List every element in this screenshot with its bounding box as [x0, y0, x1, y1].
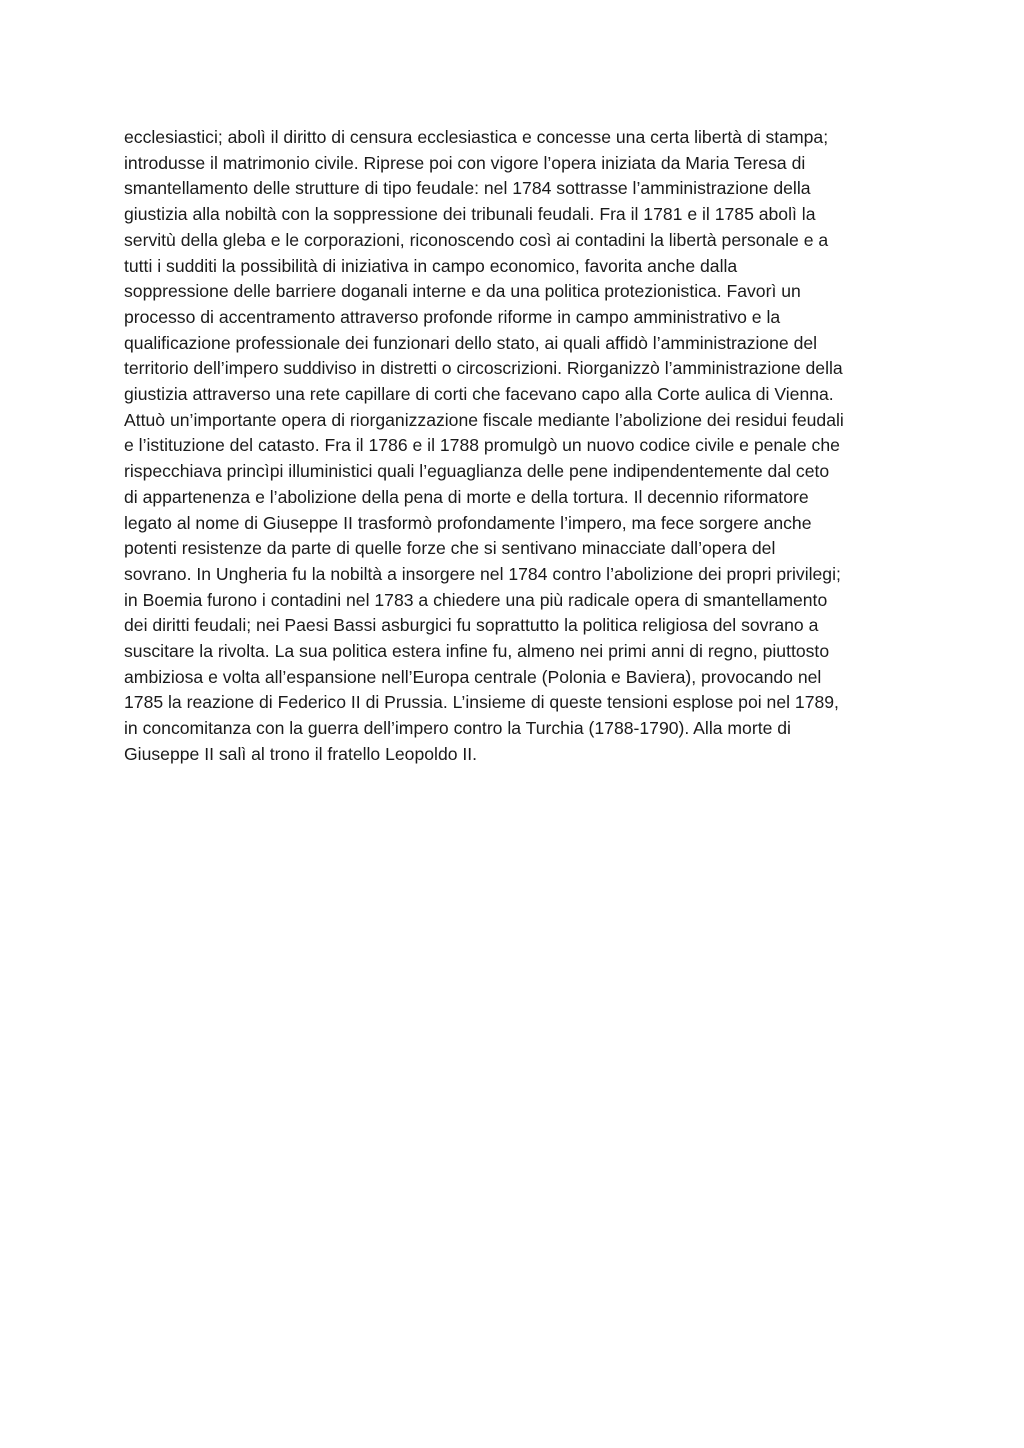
paragraph-line: in concomitanza con la guerra dell’impero contro la Turchia (1788-1790). Alla morte di: [124, 718, 791, 739]
paragraph-line: sovrano. In Ungheria fu la nobiltà a insorgere nel 1784 contro l’abolizione dei propri privilegi;: [124, 563, 841, 584]
paragraph-line: legato al nome di Giuseppe II trasformò profondamente l’impero, ma fece sorgere anche: [124, 512, 812, 533]
paragraph-line: tutti i sudditi la possibilità di iniziativa in campo economico, favorita anche dalla: [124, 255, 738, 276]
paragraph-line: ambiziosa e volta all’espansione nell’Europa centrale (Polonia e Baviera), provocando nel: [124, 666, 822, 687]
paragraph-line: rispecchiava princìpi illuministici quali l’eguaglianza delle pene indipendentemente dal ceto: [124, 461, 830, 482]
paragraph-line: territorio dell’impero suddiviso in distretti o circoscrizioni. Riorganizzò l’amministrazione della: [124, 358, 843, 379]
paragraph-line: potenti resistenze da parte di quelle forze che si sentivano minacciate dall’opera del: [124, 538, 776, 559]
paragraph-line: suscitare la rivolta. La sua politica estera infine fu, almeno nei primi anni di regno, piuttosto: [124, 641, 830, 662]
paragraph-line: servitù della gleba e le corporazioni, riconoscendo così ai contadini la libertà personale e a: [124, 229, 829, 250]
paragraph-line: 1785 la reazione di Federico II di Prussia. L’insieme di queste tensioni esplose poi nel 1789,: [124, 692, 839, 713]
body-paragraph: [124, 125, 914, 768]
paragraph-line: giustizia alla nobiltà con la soppressione dei tribunali feudali. Fra il 1781 e il 1785 abolì la: [124, 204, 816, 225]
paragraph-line: Giuseppe II salì al trono il fratello Leopoldo II.: [124, 743, 478, 764]
paragraph-line: in Boemia furono i contadini nel 1783 a chiedere una più radicale opera di smantellamento: [124, 589, 828, 610]
paragraph-line: Attuò un’importante opera di riorganizzazione fiscale mediante l’abolizione dei residui feudali: [124, 409, 844, 430]
paragraph-line: giustizia attraverso una rete capillare di corti che facevano capo alla Corte aulica di Vienna.: [124, 384, 834, 405]
paragraph-line: introdusse il matrimonio civile. Riprese poi con vigore l’opera iniziata da Maria Teresa di: [124, 152, 806, 173]
paragraph-line: dei diritti feudali; nei Paesi Bassi asburgici fu soprattutto la politica religiosa del sovrano a: [124, 615, 819, 636]
paragraph-line: di appartenenza e l’abolizione della pena di morte e della tortura. Il decennio riformatore: [124, 486, 809, 507]
paragraph-line: processo di accentramento attraverso profonde riforme in campo amministrativo e la: [124, 306, 781, 327]
paragraph-line: ecclesiastici; abolì il diritto di censura ecclesiastica e concesse una certa libertà di stampa;: [124, 127, 829, 147]
paragraph-line: qualificazione professionale dei funzionari dello stato, ai quali affidò l’amministrazione del: [124, 332, 818, 353]
paragraph-line: e l’istituzione del catasto. Fra il 1786 e il 1788 promulgò un nuovo codice civile e penale che: [124, 435, 840, 456]
paragraph-line: soppressione delle barriere doganali interne e da una politica protezionistica. Favorì un: [124, 281, 801, 302]
paragraph-line: smantellamento delle strutture di tipo feudale: nel 1784 sottrasse l’amministrazione della: [124, 178, 811, 199]
